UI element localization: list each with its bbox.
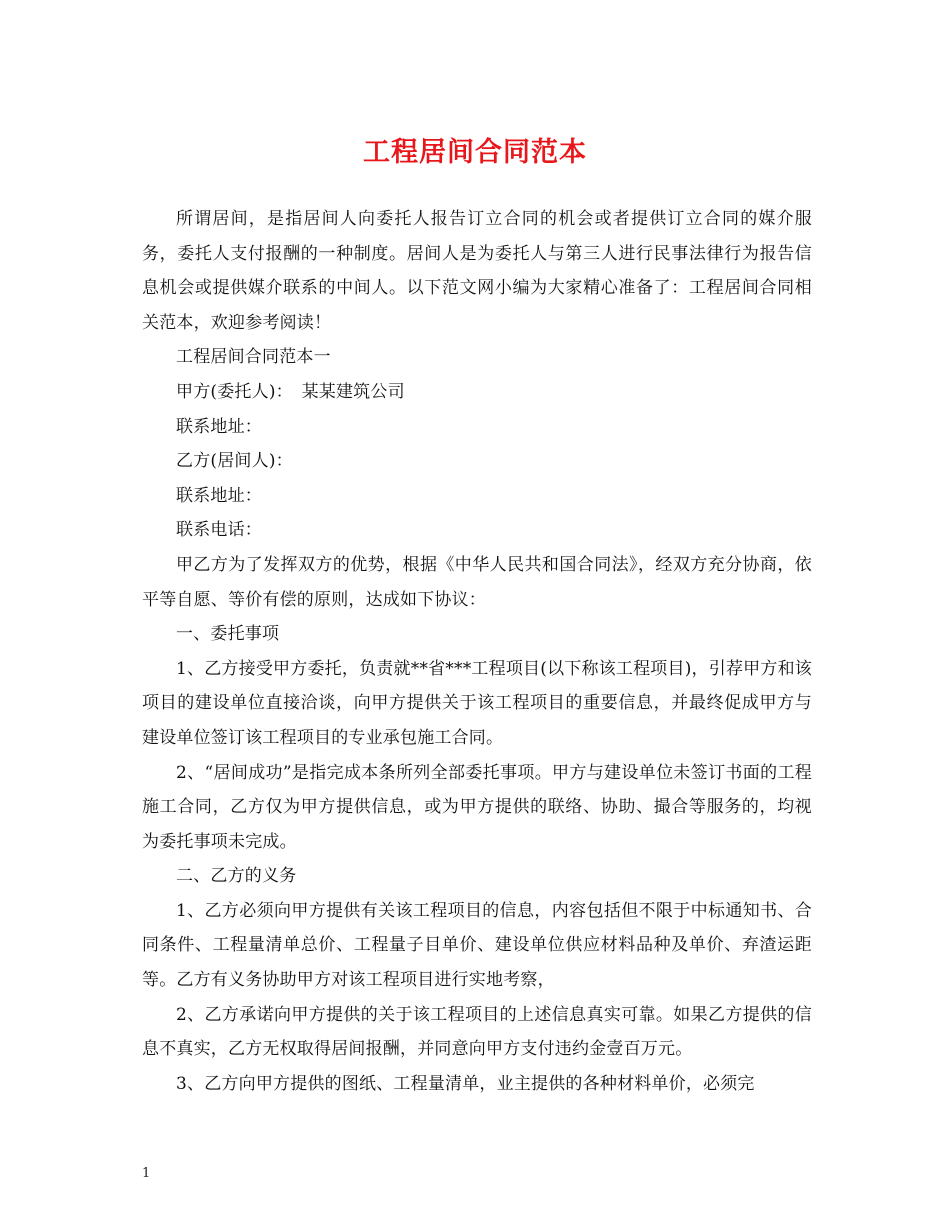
section-heading-entrusted-matters: 一、委托事项 (176, 624, 280, 645)
page-number: 1 (142, 1166, 151, 1181)
paragraph-sample-heading: 工程居间合同范本一 (176, 347, 331, 368)
clause-1-2: 2、“居间成功”是指完成本条所列全部委托事项。甲方与建设单位未签订书面的工程施工合同，乙方仅为甲方提供信息，或为甲方提供的联络、协助、撮合等服务的，均视为委托事项未完成。 (142, 762, 812, 852)
clause-2-3: 3、乙方向甲方提供的图纸、工程量清单，业主提供的各种材料单价，必须完 (176, 1073, 755, 1094)
clause-2-1: 1、乙方必须向甲方提供有关该工程项目的信息，内容包括但不限于中标通知书、合同条件、工程量清单总价、工程量子目单价、建设单位供应材料品种及单价、弃渣运距等。乙方有义务协助甲方对该工程项目进行实地考察， (142, 900, 812, 991)
paragraph-agreement-basis: 甲乙方为了发挥双方的优势，根据《中华人民共和国合同法》，经双方充分协商，依平等自愿、等价有偿的原则，达成如下协议： (142, 554, 812, 610)
paragraph-party-a-address: 联系地址： (176, 416, 262, 437)
document-body (142, 202, 812, 1101)
paragraph-party-b-address: 联系地址： (176, 485, 262, 506)
clause-2-2: 2、乙方承诺向甲方提供的关于该工程项目的上述信息真实可靠。如果乙方提供的信息不真实，乙方无权取得居间报酬，并同意向甲方支付违约金壹百万元。 (142, 1004, 812, 1060)
paragraph-intro: 所谓居间，是指居间人向委托人报告订立合同的机会或者提供订立合同的媒介服务，委托人支付报酬的一种制度。居间人是为委托人与第三人进行民事法律行为报告信息机会或提供媒介联系的中间人。以下范文网小编为大家精心准备了：工程居间合同相关范本，欢迎参考阅读！ (142, 209, 812, 333)
section-heading-party-b-obligations: 二、乙方的义务 (176, 866, 297, 887)
paragraph-party-b: 乙方(居间人)： (176, 451, 293, 472)
paragraph-party-a: 甲方(委托人)： 某某建筑公司 (176, 381, 405, 402)
clause-1-1: 1、乙方接受甲方委托，负责就**省***工程项目(以下称该工程项目)，引荐甲方和该项目的建设单位直接洽谈，向甲方提供关于该工程项目的重要信息，并最终促成甲方与建设单位签订该工程项目的专业承包施工合同。 (142, 658, 812, 748)
paragraph-party-b-phone: 联系电话： (176, 520, 262, 541)
document-title: 工程居间合同范本 (363, 137, 587, 168)
